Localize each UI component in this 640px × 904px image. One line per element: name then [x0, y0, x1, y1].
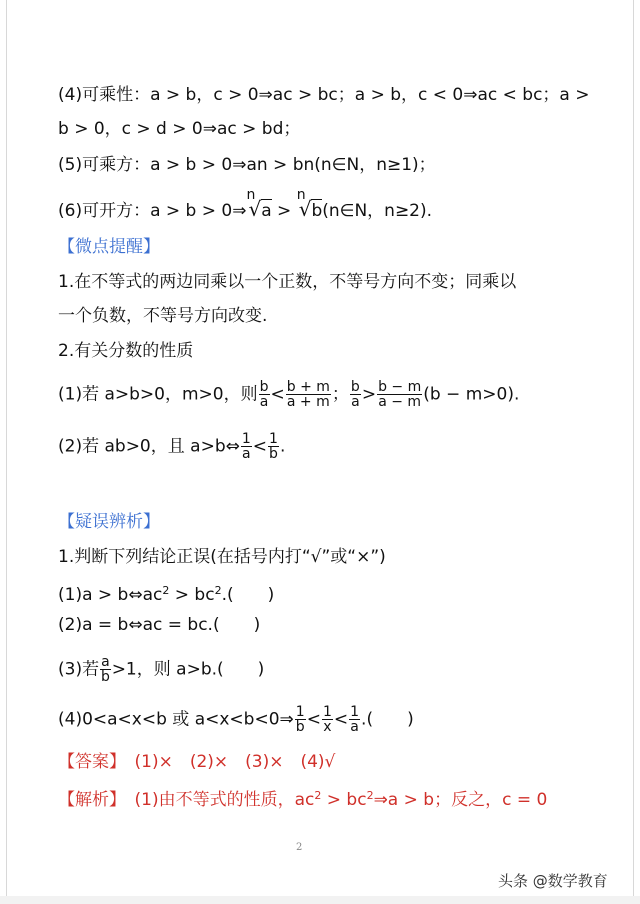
exercise-item-1: $(1)a > b\Leftrightarrow ac^2 > bc^2$.( ): [58, 584, 275, 605]
section-heading-tips: 【微点提醒】: [58, 237, 160, 257]
explanation-line: 【解析】 (1)由不等式的性质，$ac^2$ > $bc^2\Rightarrow a > b$；反之，c = 0: [58, 789, 548, 810]
fraction-1-over-a: $\frac{1}{a}$: [241, 431, 251, 462]
tip-1-line1: 1.在不等式的两边同乘以一个正数，不等号方向不变；同乘以: [58, 272, 517, 292]
fraction-1-over-a-2: $\frac{1}{a}$: [350, 704, 360, 735]
tip-1-line2: 一个负数，不等号方向改变.: [58, 306, 268, 326]
answer-label: 【答案】: [58, 752, 118, 772]
nth-root-b: n √b: [296, 187, 323, 221]
fraction-a-over-b: $\frac{a}{b}$: [100, 654, 110, 685]
exercise-item-4: (4)0<a<x<b 或 a<x<b<0⇒ $\frac{1}{b}$ < $\frac{1}{x}$ < $\frac{1}{a}$ .( ): [58, 704, 414, 735]
exercise-item-2: (2)a = b⇔ac = bc.( ): [58, 615, 261, 635]
fraction-b-plus-m: $\frac{b + m}{a + m}$: [286, 379, 330, 410]
property-multiplication-line2: b > 0，c > d > 0⇒ac > bd；: [58, 119, 301, 139]
fraction-1-over-b: $\frac{1}{b}$: [269, 431, 278, 462]
property-multiplication-line1: (4)可乘性：a > b，c > 0⇒ac > bc；a > b，c < 0⇒ac < bc；a >: [58, 85, 590, 105]
fraction-b-over-a-2: $\frac{b}{a}$: [350, 379, 360, 410]
exercise-item-3: (3)若 $\frac{a}{b}$ >1，则 a>b.( ): [58, 654, 265, 685]
fraction-1-over-b-2: $\frac{1}{b}$: [295, 704, 305, 735]
fraction-1-over-x: $\frac{1}{x}$: [322, 704, 332, 735]
exercise-instruction: 1.判断下列结论正误(在括号内打“√”或“×”): [58, 547, 386, 567]
property-root-line: (6)可开方：a > b > 0⇒ n √a > n √b(n∈N，n≥2).: [58, 187, 433, 221]
page-number: 2: [296, 842, 303, 853]
fraction-b-over-a: $\frac{b}{a}$: [259, 379, 269, 410]
explanation-label: 【解析】: [58, 790, 118, 810]
fraction-property-2: (2)若 ab>0，且 a>b⇔ $\frac{1}{a}$ < $\frac{1}{b}$ .: [58, 431, 286, 462]
answer-line: [58, 750, 335, 774]
bottom-bar: [0, 896, 640, 904]
section-heading-misconceptions: 【疑误辨析】: [58, 512, 160, 532]
property-power-line: (5)可乘方：a > b > 0⇒an > bn(n∈N，n≥1)；: [58, 155, 436, 175]
answer-values: (1)× (2)× (3)× (4)√: [117, 752, 336, 772]
fraction-b-minus-m: $\frac{b - m}{a - m}$: [378, 379, 422, 410]
tip-2-heading: 2.有关分数的性质: [58, 341, 194, 361]
fraction-property-1: (1)若 a>b>0，m>0，则 $\frac{b}{a}$ < $\frac{b + m}{a + m}$ ； $\frac{b}{a}$ > $\frac{b - m}{a - m}$ (b − m>0).: [58, 379, 520, 410]
watermark: 头条 @数学教育: [498, 872, 608, 890]
nth-root-a: n √a: [246, 187, 272, 221]
